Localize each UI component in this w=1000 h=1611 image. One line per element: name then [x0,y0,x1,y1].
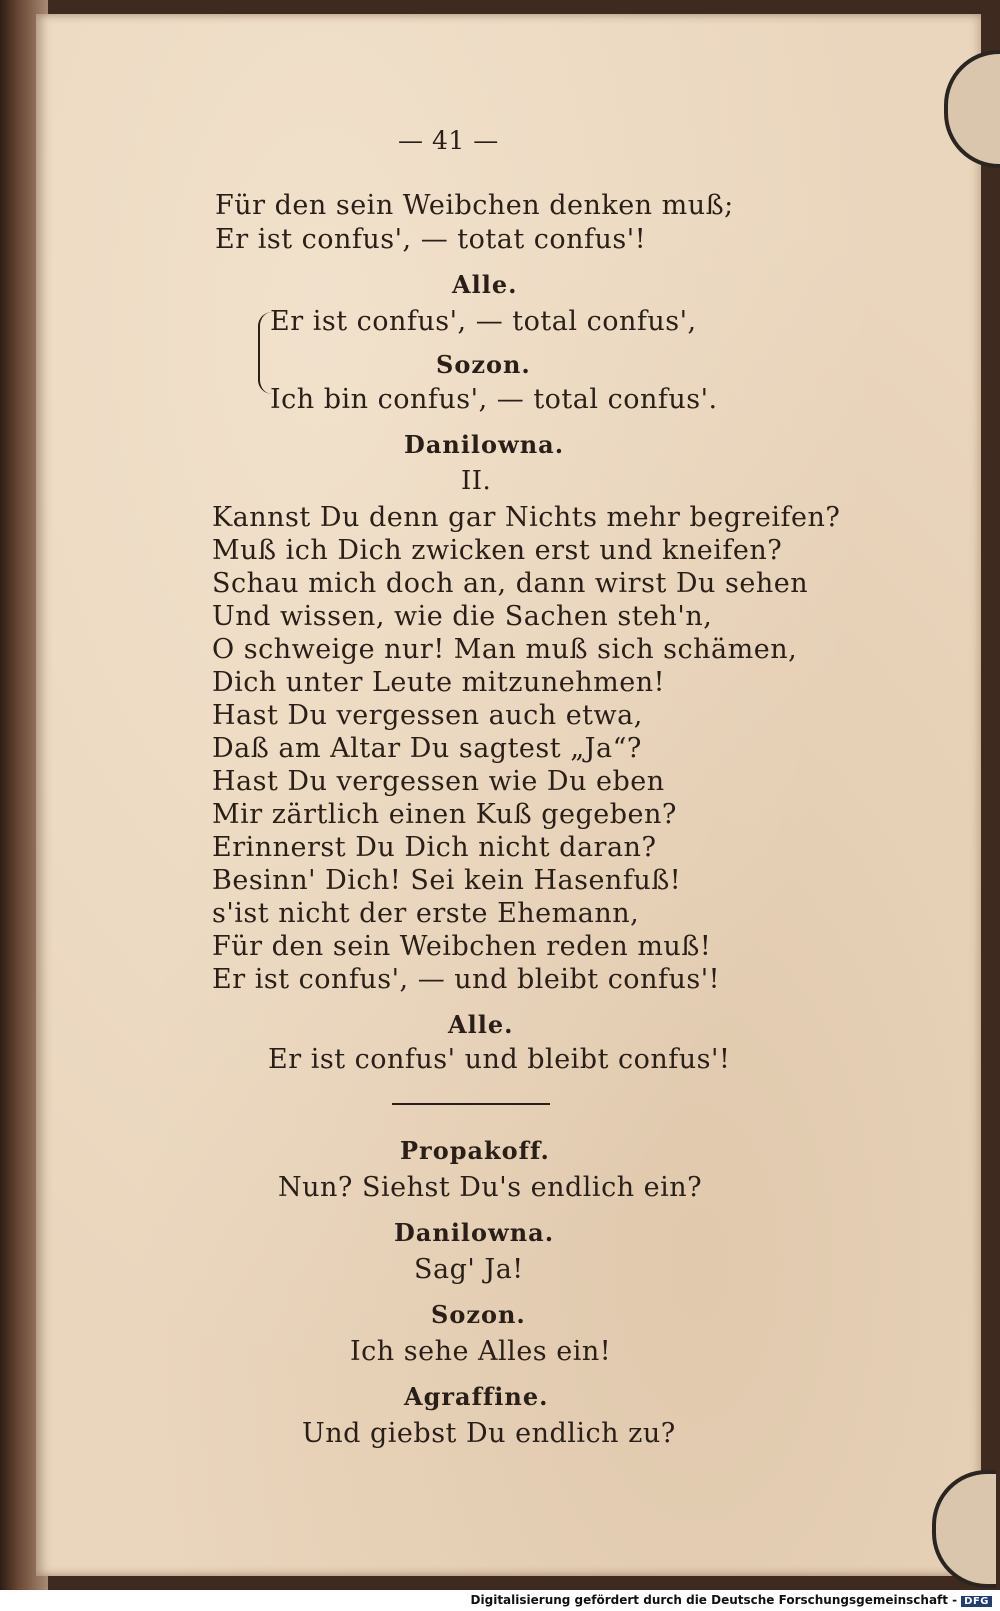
verse-line: Schau mich doch an, dann wirst Du sehen [212,568,809,599]
text-line: Er ist confus', — total confus', [270,306,697,337]
verse-line: Hast Du vergessen wie Du eben [212,766,665,797]
text-line: Er ist confus', — totat confus'! [215,224,647,255]
verse-line: s'ist nicht der erste Ehemann, [212,898,640,929]
verse-line: Muß ich Dich zwicken erst und kneifen? [212,535,783,566]
verse-line: O schweige nur! Man muß sich schämen, [212,634,798,665]
verse-line: Er ist confus', — und bleibt confus'! [212,964,720,995]
text-line: Und giebst Du endlich zu? [302,1418,676,1449]
text-line: Für den sein Weibchen denken muß; [215,190,734,221]
speaker-name: Alle. [448,1010,514,1039]
verse-line: Kannst Du denn gar Nichts mehr begreifen? [212,502,841,533]
verse-line: Hast Du vergessen auch etwa, [212,700,643,731]
speaker-name: Sozon. [436,350,531,379]
credit-text: Digitalisierung gefördert durch die Deutsche Forschungsgemeinschaft - [470,1593,958,1607]
speaker-name: Agraffine. [404,1382,549,1411]
verse-line: Daß am Altar Du sagtest „Ja“? [212,733,642,764]
verse-line: Für den sein Weibchen reden muß! [212,931,712,962]
speaker-name: Danilowna. [404,430,565,459]
text-line: Nun? Siehst Du's endlich ein? [278,1172,703,1203]
speaker-name: Danilowna. [394,1218,555,1247]
verse-line: Und wissen, wie die Sachen steh'n, [212,601,713,632]
verse-line: Erinnerst Du Dich nicht daran? [212,832,657,863]
page-number: — 41 — [398,126,499,155]
verse-line: Mir zärtlich einen Kuß gegeben? [212,799,677,830]
section-divider [392,1103,550,1105]
text-line: Ich sehe Alles ein! [350,1336,612,1367]
text-line: Sag' Ja! [414,1254,524,1285]
text-line: Ich bin confus', — total confus'. [270,384,718,415]
verse-line: Dich unter Leute mitzunehmen! [212,667,665,698]
speaker-name: Sozon. [431,1300,526,1329]
verse-line: Besinn' Dich! Sei kein Hasenfuß! [212,865,682,896]
speaker-name: Propakoff. [400,1136,550,1165]
verse-number: II. [461,466,492,496]
speaker-name: Alle. [452,270,518,299]
dfg-logo: DFG [961,1596,992,1607]
digitization-credit [471,1593,992,1607]
text-line: Er ist confus' und bleibt confus'! [268,1044,731,1075]
